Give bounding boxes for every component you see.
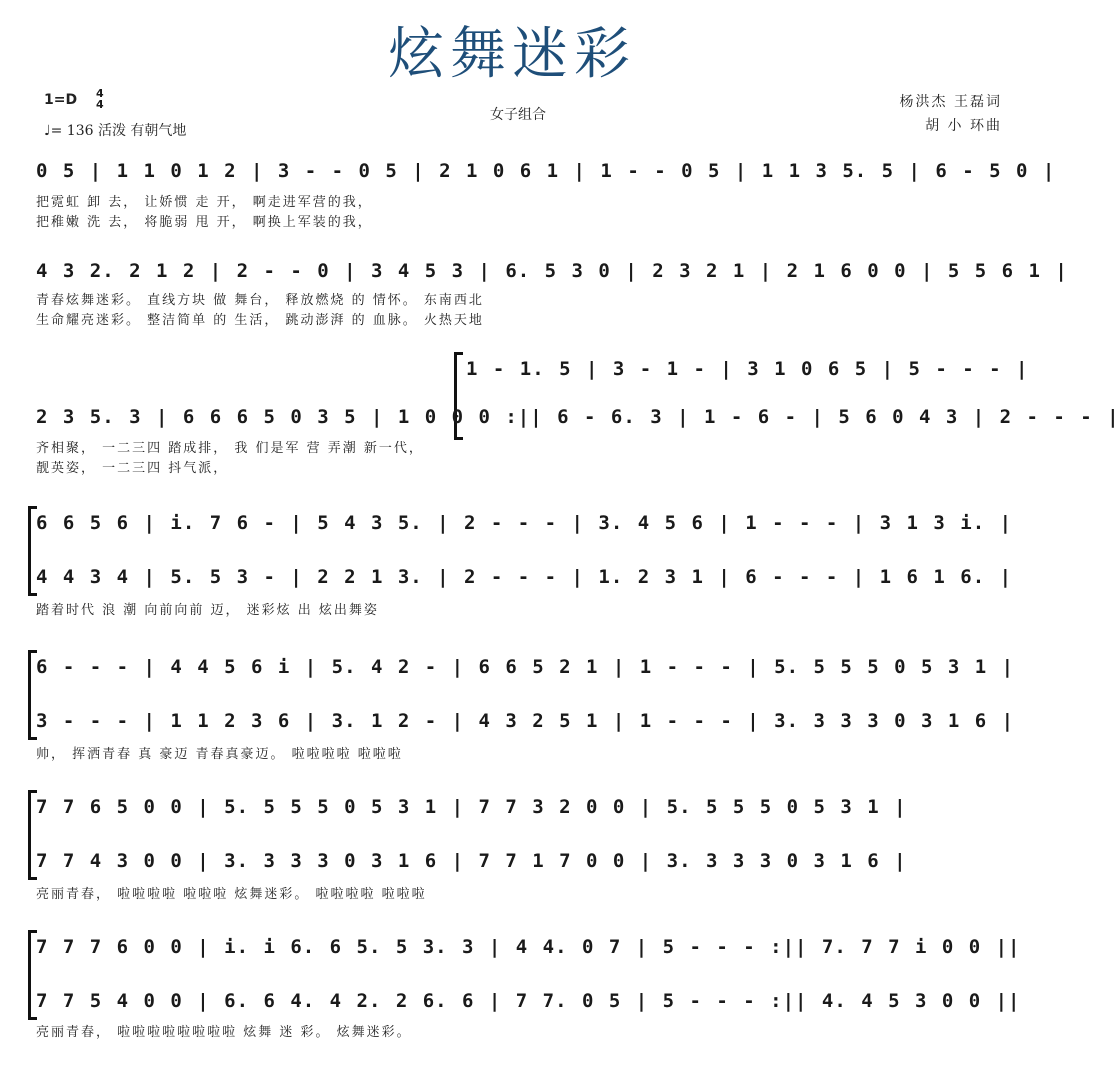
time-signature-bottom: 4 xyxy=(96,98,104,111)
notation-staff: 0 5 | 1 1 0 1 2 | 3 - - 0 5 | 2 1 0 6 1 | 1 - - 0 5 | 1 1 3 5. 5 | 6 - 5 0 | xyxy=(36,160,1056,182)
performer-label: 女子组合 xyxy=(490,107,546,123)
lyric-verse-2: 生命耀亮迷彩。 整洁简单 的 生活， 跳动澎湃 的 血脉。 火热天地 xyxy=(36,313,484,328)
notation-staff-upper: 6 - - - | 4 4 5 6 i | 5. 4 2 - | 6 6 5 2 1 | 1 - - - | 5. 5 5 5 0 5 3 1 | xyxy=(36,656,1015,678)
notation-staff-lower: 7 7 5 4 0 0 | 6. 6 4. 4 2. 2 6. 6 | 7 7. 0 5 | 5 - - - :|| 4. 4 5 3 0 0 || xyxy=(36,990,1021,1012)
lyric-verse-2: 把稚嫩 洗 去， 将脆弱 甩 开， 啊换上军装的我， xyxy=(36,215,373,230)
notation-staff-lower: 3 - - - | 1 1 2 3 6 | 3. 1 2 - | 4 3 2 5 1 | 1 - - - | 3. 3 3 3 0 3 1 6 | xyxy=(36,710,1015,732)
notation-staff-lower: 2 3 5. 3 | 6 6 6 5 0 3 5 | 1 0 0 0 :|| 6 - 6. 3 | 1 - 6 - | 5 6 0 4 3 | 2 - - - | xyxy=(36,406,1120,428)
notation-staff-upper: 1 - 1. 5 | 3 - 1 - | 3 1 0 6 5 | 5 - - - | xyxy=(466,358,1029,380)
lyric-verse-1: 把霓虹 卸 去， 让娇惯 走 开， 啊走进军营的我， xyxy=(36,195,373,210)
notation-staff-upper: 7 7 7 6 0 0 | i. i 6. 6 5. 5 3. 3 | 4 4. 0 7 | 5 - - - :|| 7. 7 7 i 0 0 || xyxy=(36,936,1021,958)
credits xyxy=(900,90,1002,138)
time-signature-top: 4 xyxy=(96,87,104,100)
time-signature xyxy=(96,88,104,110)
lyric-verse-2: 靓英姿， 一二三四 抖气派， xyxy=(36,461,229,476)
composer-credit: 胡 小 环曲 xyxy=(925,118,1002,134)
tempo-marking: ♩= 136 活泼 有朝气地 xyxy=(44,123,187,139)
notation-staff-lower: 7 7 4 3 0 0 | 3. 3 3 3 0 3 1 6 | 7 7 1 7 0 0 | 3. 3 3 3 0 3 1 6 | xyxy=(36,850,907,872)
notation-staff-upper: 7 7 6 5 0 0 | 5. 5 5 5 0 5 3 1 | 7 7 3 2 0 0 | 5. 5 5 5 0 5 3 1 | xyxy=(36,796,907,818)
lyric-verse-1: 齐相聚， 一二三四 踏成排， 我 们是军 营 弄潮 新一代， xyxy=(36,441,424,456)
lyric-line: 亮丽青春， 啦啦啦啦 啦啦啦 炫舞迷彩。 啦啦啦啦 啦啦啦 xyxy=(36,887,427,902)
notation-staff-lower: 4 4 3 4 | 5. 5 3 - | 2 2 1 3. | 2 - - - | 1. 2 3 1 | 6 - - - | 1 6 1 6. | xyxy=(36,566,1013,588)
notation-staff: 4 3 2. 2 1 2 | 2 - - 0 | 3 4 5 3 | 6. 5 3 0 | 2 3 2 1 | 2 1 6 0 0 | 5 5 6 1 | xyxy=(36,260,1068,282)
lyric-line: 亮丽青春， 啦啦啦啦啦啦啦啦 炫舞 迷 彩。 炫舞迷彩。 xyxy=(36,1025,412,1040)
lyric-line: 踏着时代 浪 潮 向前向前 迈， 迷彩炫 出 炫出舞姿 xyxy=(36,603,379,618)
notation-staff-upper: 6 6 5 6 | i. 7 6 - | 5 4 3 5. | 2 - - - | 3. 4 5 6 | 1 - - - | 3 1 3 i. | xyxy=(36,512,1013,534)
key-signature: 1=D xyxy=(44,92,78,108)
lyricist-credit: 杨洪杰 王磊词 xyxy=(899,94,1002,110)
song-title: 炫舞迷彩 xyxy=(388,22,636,87)
lyric-line: 帅， 挥洒青春 真 豪迈 青春真豪迈。 啦啦啦啦 啦啦啦 xyxy=(36,747,403,762)
lyric-verse-1: 青春炫舞迷彩。 直线方块 做 舞台， 释放燃烧 的 情怀。 东南西北 xyxy=(36,293,484,308)
